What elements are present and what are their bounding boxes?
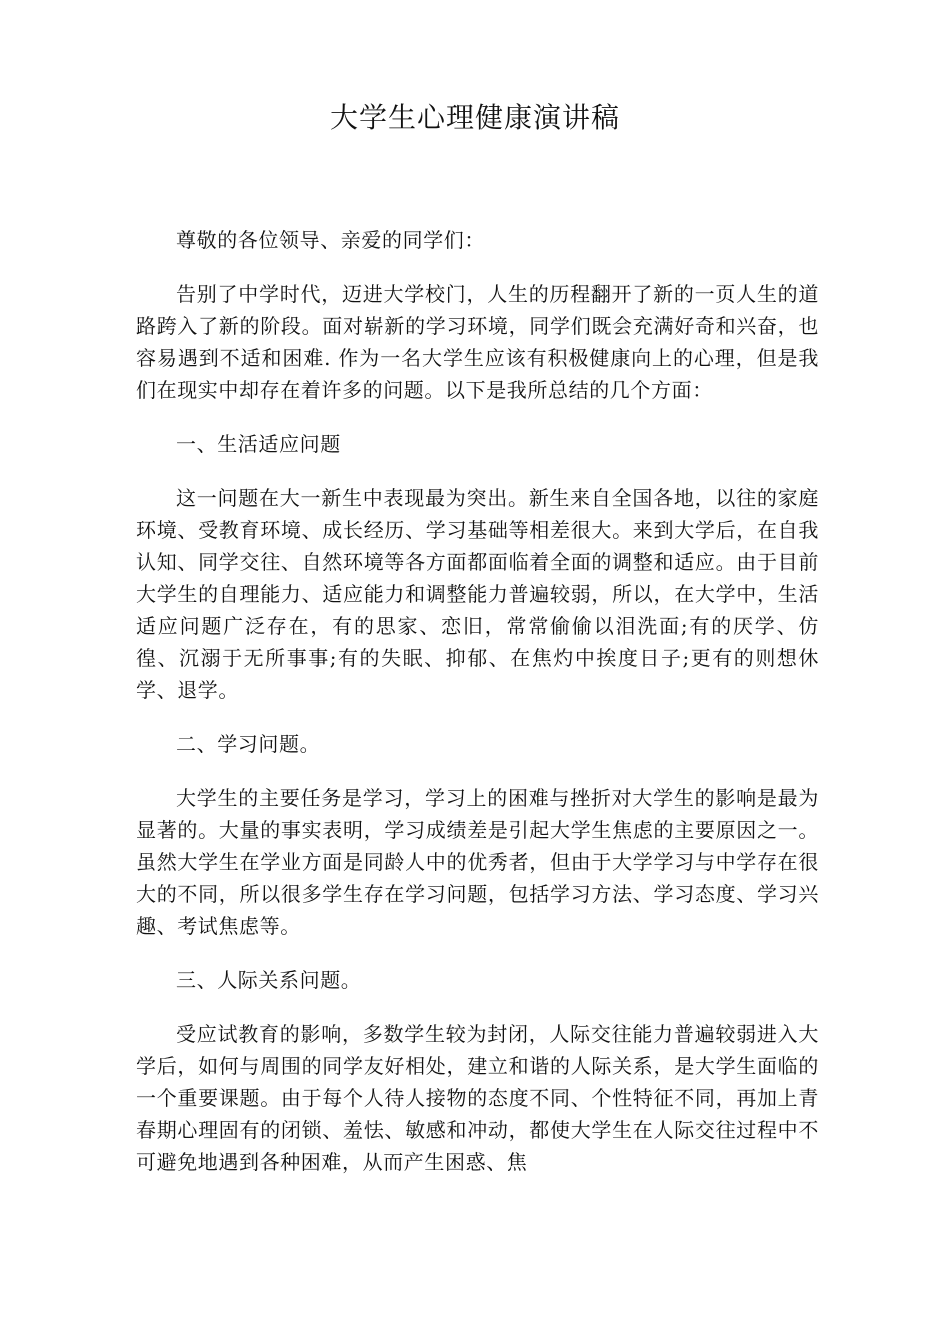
section-heading-1: 一、生活适应问题 bbox=[176, 432, 341, 456]
section-heading-3: 三、人际关系问题。 bbox=[176, 968, 362, 992]
intro-paragraph: 告别了中学时代，迈进大学校门，人生的历程翻开了新的一页人生的道路跨入了新的阶段。面对崭新的学习环境，同学们既会充满好奇和兴奋，也容易遇到不适和困难. 作为一名大学生应该有积极健康向上的心理，但是我们在现实中却存在着许多的问题。以下是我所总结的几个方面： bbox=[136, 282, 819, 402]
document-body bbox=[136, 224, 819, 1178]
document-title: 大学生心理健康演讲稿 bbox=[329, 101, 620, 134]
section-paragraph-2: 大学生的主要任务是学习，学习上的困难与挫折对大学生的影响是最为显著的。大量的事实表明，学习成绩差是引起大学生焦虑的主要原因之一。虽然大学生在学业方面是同龄人中的优秀者，但由于大学学习与中学存在很大的不同，所以很多学生存在学习问题，包括学习方法、学习态度、学习兴趣、考试焦虑等。 bbox=[136, 786, 819, 938]
section-heading-2: 二、学习问题。 bbox=[176, 732, 321, 756]
section-paragraph-1: 这一问题在大一新生中表现最为突出。新生来自全国各地，以往的家庭环境、受教育环境、成长经历、学习基础等相差很大。来到大学后，在自我认知、同学交往、自然环境等各方面都面临着全面的调整和适应。由于目前大学生的自理能力、适应能力和调整能力普遍较弱，所以，在大学中，生活适应问题广泛存在，有的思家、恋旧，常常偷偷以泪洗面;有的厌学、仿徨、沉溺于无所事事;有的失眠、抑郁、在焦灼中挨度日子;更有的则想休学、退学。 bbox=[136, 486, 819, 702]
salutation-paragraph: 尊敬的各位领导、亲爱的同学们： bbox=[176, 228, 485, 252]
section-paragraph-3: 受应试教育的影响，多数学生较为封闭，人际交往能力普遍较弱进入大学后，如何与周围的同学友好相处，建立和谐的人际关系，是大学生面临的一个重要课题。由于每个人待人接物的态度不同、个性特征不同，再加上青春期心理固有的闭锁、羞怯、敏感和冲动，都使大学生在人际交往过程中不可避免地遇到各种困难，从而产生困惑、焦 bbox=[136, 1022, 819, 1174]
